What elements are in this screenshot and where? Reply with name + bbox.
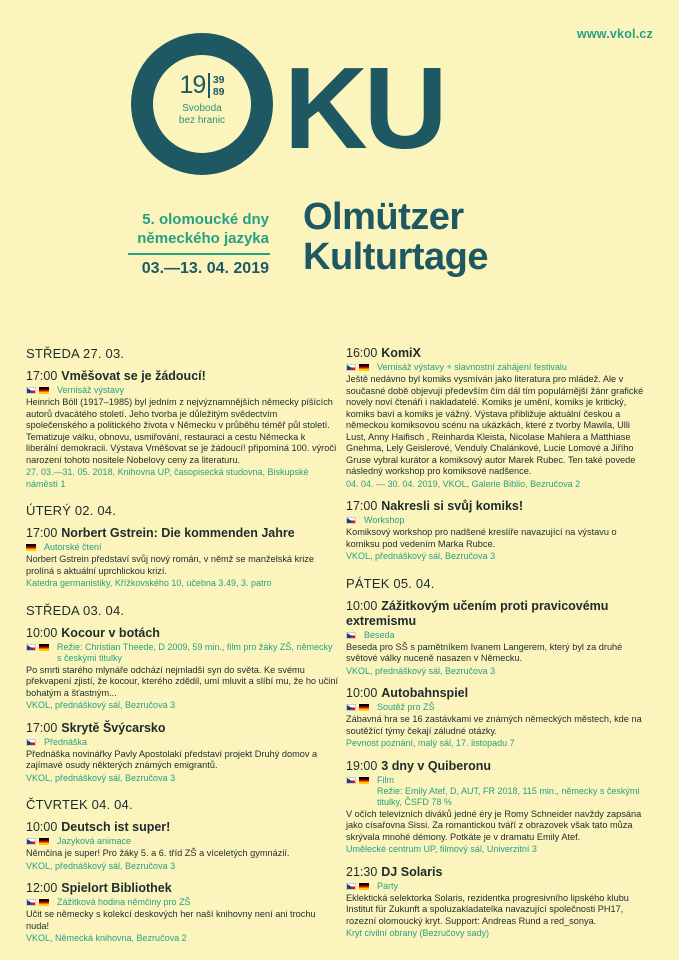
czech-flag-icon bbox=[26, 739, 36, 746]
czech-flag-icon bbox=[346, 632, 356, 639]
event-item bbox=[26, 721, 338, 785]
event-time: 10:00 bbox=[26, 820, 58, 834]
subtitle-line-1: 5. olomoucké dny bbox=[142, 211, 269, 228]
event-time: 16:00 bbox=[346, 346, 378, 360]
event-category: Zážitková hodina němčiny pro ZŠ bbox=[57, 897, 191, 907]
event-meta bbox=[26, 737, 338, 748]
logo-slogan-line-1: Svoboda bbox=[182, 103, 222, 114]
event-title: Autobahnspiel bbox=[381, 686, 469, 700]
festival-subtitle bbox=[137, 210, 269, 248]
event-title: Kocour v botách bbox=[61, 625, 160, 640]
event-language-flags bbox=[26, 838, 49, 845]
day-heading: STŘEDA 27. 03. bbox=[26, 346, 125, 361]
event-language-flags bbox=[346, 883, 369, 890]
event-meta bbox=[26, 897, 338, 908]
german-flag-icon bbox=[359, 704, 369, 711]
czech-flag-icon bbox=[346, 364, 356, 371]
event-heading bbox=[346, 686, 646, 701]
german-flag-icon bbox=[359, 777, 369, 784]
event-location: VKOL, přednáškový sál, Bezručova 3 bbox=[346, 551, 496, 561]
event-meta bbox=[26, 836, 338, 847]
german-flag-icon bbox=[39, 644, 49, 651]
event-heading bbox=[26, 526, 338, 541]
event-description: Po smrti starého mlynáře odchází nejmladší syn do světa. Ke svému překvapení zjistí, že kocour, kterého zdědil, umí mluvit a slíbí mu, že ho učiní bohatým a šťastným... bbox=[26, 664, 339, 698]
event-title: Nakresli si svůj komiks! bbox=[381, 499, 524, 513]
event-heading bbox=[346, 599, 646, 629]
czech-flag-icon bbox=[26, 387, 36, 394]
event-heading bbox=[26, 626, 338, 641]
event-location: VKOL, přednáškový sál, Bezručova 3 bbox=[346, 665, 496, 676]
event-language-flags bbox=[26, 899, 49, 906]
event-heading bbox=[346, 865, 646, 880]
day-heading: ÚTERÝ 02. 04. bbox=[26, 503, 117, 518]
event-title: DJ Solaris bbox=[381, 864, 443, 879]
event-item bbox=[26, 626, 338, 712]
event-location: Pevnost poznání, malý sál, 17. listopadu 7 bbox=[346, 738, 515, 748]
event-item bbox=[26, 526, 338, 590]
event-language-flags bbox=[346, 632, 356, 639]
czech-flag-icon bbox=[346, 777, 356, 784]
event-category: Vernisáž výstavy + slavnostní zahájení festivalu bbox=[377, 362, 567, 372]
event-description: V očích televizních diváků jedné éry je Romy Schneider navždy zapsána jako císařovna Sissi. Za romantickou tváří z obrazovek však tato můza skrývala mnohé démony. Potkáte je v dramatu Emily Atef. bbox=[346, 808, 642, 842]
event-category: Soutěž pro ZŠ bbox=[377, 702, 435, 712]
festival-dates: 03.—13. 04. 2019 bbox=[141, 260, 269, 277]
event-category: Party bbox=[377, 880, 399, 891]
czech-flag-icon bbox=[346, 704, 356, 711]
german-flag-icon bbox=[26, 544, 36, 551]
czech-flag-icon bbox=[26, 644, 36, 651]
day-heading: ČTVRTEK 04. 04. bbox=[26, 797, 133, 812]
event-category: Vernisáž výstavy bbox=[57, 385, 125, 395]
event-time: 21:30 bbox=[346, 864, 378, 879]
logo-slogan bbox=[153, 103, 251, 127]
event-description: Heinrich Böll (1917–1985) byl jedním z nejvýznamnějších německy píšících autorů dvacátého století. Jeho tvorba je důležitým svědectvím společenského a politického života v Německu v průběhu téměř půl století. Tematizuje válku, obnovu, usmiřování, restauraci a cestu Německa k liberální demokracii. Výstava Vměšovat se je žádoucí! připomíná 100. výročí narození tohoto nositele Nobelovy ceny za literaturu. bbox=[26, 397, 337, 465]
event-item bbox=[26, 369, 338, 490]
logo-years-small bbox=[213, 74, 225, 98]
logo-o-content bbox=[153, 55, 251, 153]
czech-flag-icon bbox=[26, 899, 36, 906]
event-category: Autorské čtení bbox=[44, 542, 102, 552]
german-flag-icon bbox=[39, 387, 49, 394]
event-time: 10:00 bbox=[26, 625, 58, 640]
event-location: VKOL, Německá knihovna, Bezručova 2 bbox=[26, 933, 187, 943]
event-meta bbox=[26, 542, 338, 553]
event-meta bbox=[346, 362, 646, 373]
event-title: Zážitkovým učením proti pravicovému extremismu bbox=[346, 598, 609, 628]
event-category: Jazyková animace bbox=[57, 836, 132, 846]
event-description: Eklektická selektorka Solaris, rezidentka progresivního lipského klubu Institut für Zukunft a spoluzakladatelka navazující společnosti PH17, rozezní olomoucký kryt. Support: Andreas Rund a red_sonya. bbox=[346, 892, 629, 926]
logo-years-bottom: 89 bbox=[212, 85, 225, 98]
day-separator bbox=[26, 954, 338, 958]
event-item bbox=[346, 759, 646, 856]
logo-years-top: 39 bbox=[212, 73, 225, 86]
event-title: Vměšovat se je žádoucí! bbox=[61, 369, 206, 383]
event-time: 17:00 bbox=[26, 369, 58, 383]
event-meta bbox=[346, 881, 646, 892]
event-location: VKOL, přednáškový sál, Bezručova 3 bbox=[26, 772, 176, 783]
event-description: Přednáška novinářky Pavly Apostolakí představí projekt Druhý domov a zajímavé osudy některých známých emigrantů. bbox=[26, 748, 318, 770]
event-location: VKOL, přednáškový sál, Bezručova 3 bbox=[26, 700, 176, 710]
event-time: 17:00 bbox=[346, 499, 378, 513]
event-location: 04. 04. — 30. 04. 2019, VKOL, Galerie Biblio, Bezručova 2 bbox=[346, 478, 581, 489]
event-item bbox=[346, 599, 646, 678]
program-column-right bbox=[346, 346, 646, 953]
event-description: Zábavná hra se 16 zastávkami ve známých německých městech, kde na soutěžící týmy čekají záludné otázky. bbox=[346, 714, 642, 736]
day-heading: PÁTEK 05. 04. bbox=[346, 575, 435, 591]
czech-flag-icon bbox=[346, 883, 356, 890]
logo-years-divider bbox=[208, 73, 210, 98]
day-separator bbox=[346, 949, 646, 953]
event-time: 10:00 bbox=[346, 598, 378, 613]
event-language-flags bbox=[346, 517, 356, 524]
german-flag-icon bbox=[39, 838, 49, 845]
event-time: 17:00 bbox=[26, 720, 58, 735]
czech-flag-icon bbox=[26, 838, 36, 845]
event-item bbox=[346, 346, 646, 490]
event-language-flags bbox=[26, 739, 36, 746]
event-description: Němčina je super! Pro žáky 5. a 6. tříd ZŠ a víceletých gymnázií. bbox=[26, 848, 290, 858]
festival-title bbox=[303, 197, 488, 277]
subtitle-line-2: německého jazyka bbox=[137, 230, 269, 247]
event-time: 12:00 bbox=[26, 881, 58, 895]
event-heading bbox=[346, 759, 646, 774]
event-description: Beseda pro SŠ s pamětníkem Ivanem Langerem, který byl za druhé světové války nuceně nasazen v Německu. bbox=[346, 641, 623, 663]
website-url[interactable]: www.vkol.cz bbox=[576, 27, 653, 41]
event-language-flags bbox=[26, 544, 36, 551]
logo-years-big: 19 bbox=[179, 71, 206, 99]
event-heading bbox=[26, 369, 338, 384]
event-meta bbox=[26, 642, 338, 664]
logo-letters: KU bbox=[284, 43, 444, 173]
event-category: Workshop bbox=[364, 515, 405, 525]
event-location: Umělecké centrum UP, filmový sál, Univerzitní 3 bbox=[346, 844, 537, 854]
event-description: Norbert Gstrein představí svůj nový román, v němž se manželská krize prolíná s aktuální uprchlickou krizí. bbox=[26, 554, 314, 576]
event-title: Deutsch ist super! bbox=[61, 820, 171, 834]
event-meta bbox=[346, 775, 646, 808]
event-item bbox=[346, 686, 646, 750]
event-language-flags bbox=[26, 387, 49, 394]
event-heading bbox=[346, 499, 646, 514]
event-meta bbox=[346, 515, 646, 526]
event-location: 27. 03.—31. 05. 2018, Knihovna UP, časopisecká studovna, Biskupské náměstí 1 bbox=[26, 467, 309, 489]
event-description: Komiksový workshop pro nadšené kreslíře navazující na výstavu o komiksu pod vedením Marka Rubce. bbox=[346, 527, 617, 549]
czech-flag-icon bbox=[346, 517, 356, 524]
german-flag-icon bbox=[39, 899, 49, 906]
event-language-flags bbox=[346, 704, 369, 711]
event-heading bbox=[26, 820, 338, 835]
logo-years bbox=[153, 71, 251, 100]
date-divider bbox=[128, 253, 270, 255]
event-time: 10:00 bbox=[346, 686, 378, 700]
event-title: KomiX bbox=[381, 346, 421, 360]
logo-letter-o bbox=[131, 33, 273, 175]
event-time: 19:00 bbox=[346, 758, 378, 773]
event-language-flags bbox=[346, 364, 369, 371]
event-item bbox=[26, 881, 338, 945]
program-column-left bbox=[26, 346, 338, 958]
event-title: Skrytě Švýcarsko bbox=[61, 720, 166, 735]
event-title: Norbert Gstrein: Die kommenden Jahre bbox=[61, 526, 295, 540]
logo-slogan-line-2: bez hranic bbox=[178, 115, 226, 126]
title-line-1: Olmützer bbox=[303, 196, 464, 238]
german-flag-icon bbox=[359, 364, 369, 371]
event-item bbox=[26, 820, 338, 872]
title-line-2: Kulturtage bbox=[303, 236, 488, 278]
event-language-flags bbox=[26, 644, 49, 651]
event-category: Film Režie: Emily Atef, D, AUT, FR 2018, 115 min., německy s českými titulky, ČSFD 78 % bbox=[377, 774, 640, 807]
event-item bbox=[346, 865, 646, 940]
event-language-flags bbox=[346, 777, 369, 784]
event-location: Katedra germanistiky, Křížkovského 10, učebna 3.49, 3. patro bbox=[26, 578, 272, 588]
event-meta bbox=[346, 630, 646, 641]
day-heading: STŘEDA 03. 04. bbox=[26, 602, 125, 618]
event-meta bbox=[346, 702, 646, 713]
event-title: Spielort Bibliothek bbox=[61, 881, 172, 895]
event-meta bbox=[26, 385, 338, 396]
event-description: Učit se německy s kolekcí deskových her naší knihovny není ani trochu nuda! bbox=[26, 909, 316, 931]
event-heading bbox=[346, 346, 646, 361]
event-location: VKOL, přednáškový sál, Bezručova 3 bbox=[26, 860, 176, 871]
event-heading bbox=[26, 721, 338, 736]
event-item bbox=[346, 499, 646, 563]
event-category: Beseda bbox=[364, 629, 395, 640]
event-title: 3 dny v Quiberonu bbox=[381, 758, 492, 773]
event-heading bbox=[26, 881, 338, 896]
event-category: Režie: Christian Theede, D 2009, 59 min., film pro žáky ZŠ, německy s českými titulky bbox=[57, 641, 333, 663]
event-time: 17:00 bbox=[26, 526, 58, 540]
event-category: Přednáška bbox=[44, 736, 88, 747]
german-flag-icon bbox=[359, 883, 369, 890]
event-description: Ještě nedávno byl komiks vysmíván jako literatura pro mládež. Ale v současné době objevují především čím dál tím populárnější žánr grafické novely noví čtenáři i nakladatelé. Komiks je umění, komiks je kritický, komiks baví a komiks je vážný. Výstava přibližuje aktuální českou a německou komiksovou scénu na ukázkách, které z tvorby Mawila, Ulli Lust, Anny Haifisch , Reinharda Kleista, Nicolase Mahlera a Matthiase Gnehma, Lely Geislerové, Venduly Chalánkové, Lucie Lomové a Jiřího Gruse vybral kurátor a komiksový autor Marek Rubec. Ten také povede následný workshop pro komiksové nadšence. bbox=[346, 374, 644, 476]
event-location: Kryt civilní obrany (Bezručovy sady) bbox=[346, 928, 490, 938]
